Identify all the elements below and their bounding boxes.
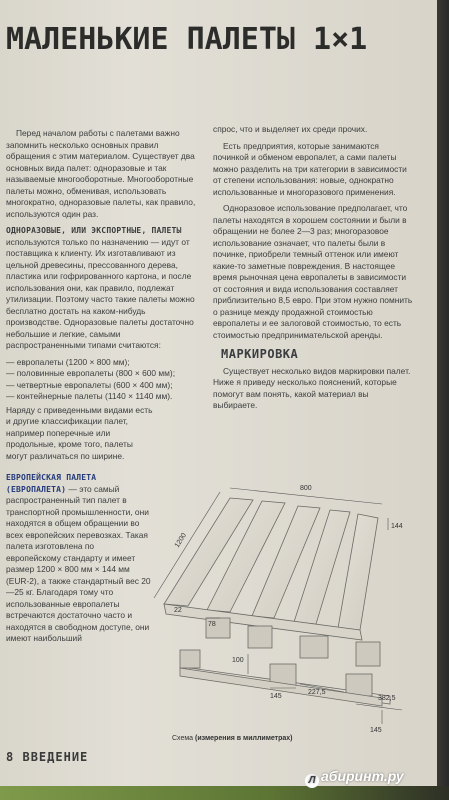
right-paragraph-4: Существует несколько видов маркировки палет. Ниже я приведу несколько пояснений, которые помогут вам понять, какой материал вы выбираете. bbox=[213, 365, 411, 410]
right-paragraph-1: спрос, что и выделяет их среди прочих. bbox=[213, 124, 368, 134]
list-item: — европалеты (1200 × 800 мм); bbox=[6, 356, 130, 367]
caption-paren: (измерения в миллиметрах) bbox=[195, 735, 293, 742]
section-heading-marking: МАРКИРОВКА bbox=[221, 347, 299, 361]
page-number: 8 bbox=[6, 750, 15, 764]
right-paragraph-2: Есть предприятия, которые занимаются починкой и обменом европалет, а сами палеты можно разделить на три категории в зависимости от степени использования: новые, однократно использованные и многоразового применения. bbox=[213, 140, 407, 197]
watermark-text: абиринт.ру bbox=[321, 768, 404, 784]
labirint-logo-icon: Л bbox=[305, 774, 319, 788]
section-name: ВВЕДЕНИЕ bbox=[22, 750, 89, 764]
dark-background-edge bbox=[437, 0, 449, 800]
right-column bbox=[213, 124, 415, 417]
dim-label-100: 100 bbox=[232, 657, 244, 664]
dim-label-1200: 1200 bbox=[173, 532, 188, 550]
list-item: — контейнерные палеты (1140 × 1140 мм). bbox=[6, 391, 173, 401]
disposable-paragraph bbox=[6, 225, 200, 352]
dim-label-227-5: 227,5 bbox=[308, 689, 326, 696]
diagram-caption bbox=[172, 735, 293, 742]
dim-label-78: 78 bbox=[208, 621, 216, 628]
page-title: МАЛЕНЬКИЕ ПАЛЕТЫ 1×1 bbox=[6, 22, 368, 57]
green-cover-edge bbox=[0, 786, 449, 800]
euro-text: — это самый распространенный тип палет в транспортной промышленности, они находятся в общем обращении во всех европейских перевозках. Такая палета изготовлена по европейскому стандарту и имеет размер 1200 × 800 мм × 144 мм (EUR-2), а также стандартный вес 20—25 кг. Благодаря тому что использованные европалеты встречаются достаточно часто и находятся в свободном доступе, они имеют наибольший bbox=[6, 483, 151, 643]
types-note-paragraph: Наряду с приведенными видами есть и другие классификации палет, например поперечные или продольные, кроме того, палеты могут различаться по ширине. bbox=[6, 404, 153, 461]
dim-label-800: 800 bbox=[300, 485, 312, 492]
dim-label-145a: 145 bbox=[270, 693, 282, 700]
dim-label-382-5: 382,5 bbox=[378, 695, 396, 702]
caption-prefix: Схема bbox=[172, 735, 196, 742]
list-item: — половинные европалеты (800 × 600 мм); bbox=[6, 368, 176, 378]
dim-label-145b: 145 bbox=[370, 727, 382, 734]
labirint-watermark bbox=[305, 768, 404, 788]
euro-term: ЕВРОПЕЙСКАЯ ПАЛЕТА (ЕВРОПАЛЕТА) bbox=[6, 473, 97, 494]
list-item: — четвертные европалеты (600 × 400 мм); bbox=[6, 379, 173, 390]
euro-paragraph bbox=[6, 472, 151, 645]
dim-label-22: 22 bbox=[174, 607, 182, 614]
dim-label-144: 144 bbox=[391, 523, 403, 530]
disposable-term: ОДНОРАЗОВЫЕ, ИЛИ ЭКСПОРТНЫЕ, ПАЛЕТЫ bbox=[6, 226, 182, 235]
right-paragraph-3: Одноразовое использование предполагает, что палеты находятся в хорошем состоянии и были в обращении не более 2—3 раз; многоразовое использование означает, что палеты были в починке, приобрели темный оттенок или имеют какие-то заметные повреждения. В настоящее время рыночная цена европалеты в зависимости от состояния и вида использования составляет приблизительно 8,5 евро. При этом нужно помнить о разнице между продажной стоимостью европалеты и ее залоговой стоимостью, то есть стоимостью предпринимательской аренды. bbox=[213, 203, 413, 340]
pallet-diagram bbox=[150, 478, 420, 778]
intro-paragraph: Перед началом работы с палетами важно запомнить несколько основных правил обращения с этим материалом. Существует два основных вида палет: одноразовые и так называемые многооборотные. Многооборотные палеты можно, обменивая, использовать многократно, одноразовые палеты, как правило, используются один раз. bbox=[6, 128, 196, 219]
page-footer bbox=[6, 750, 88, 764]
disposable-text: используются только по назначению — идут от поставщика к клиенту. Их изготавливают из цельной древесины, прессованного дерева, пластика или гофрированного картона, и после использования они, как правило, подлежат утилизации. Поэтому часто такие палеты можно бесплатно достать на каком-нибудь производстве. Одноразовые палеты достаточно небольшие и легкие, самыми распространенными типами считаются: bbox=[6, 236, 195, 350]
pallet-types-list bbox=[6, 357, 200, 403]
